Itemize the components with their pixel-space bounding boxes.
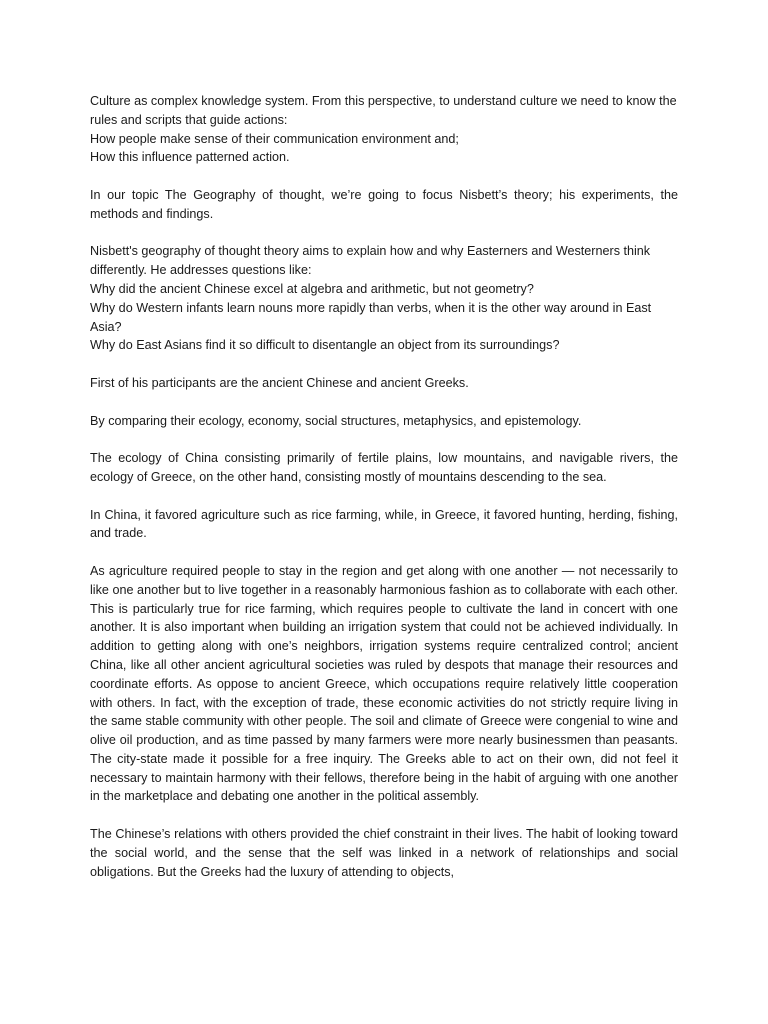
- list-item: How people make sense of their communication environment and;: [90, 131, 459, 146]
- paragraph-social-relations: The Chinese’s relations with others provided the chief constraint in their lives. The habit of looking toward the social world, and the sense that the self was linked in a network of relationships and social obligations. But the Greeks had the luxury of attending to objects,: [90, 827, 678, 879]
- document-page: [90, 92, 678, 900]
- list-item: Why did the ancient Chinese excel at algebra and arithmetic, but not geometry?: [90, 281, 534, 296]
- paragraph-intro: Nisbett's geography of thought theory aims to explain how and why Easterners and Westerners think differently. He addresses questions like:: [90, 244, 651, 278]
- paragraph-intro: Culture as complex knowledge system. From this perspective, to understand culture we need to know the rules and scripts that guide actions:: [90, 94, 677, 127]
- paragraph-cooperation: As agriculture required people to stay in the region and get along with one another — not necessarily to like one another but to live together in a reasonably harmonious fashion as to collaborate with each other. This is particularly true for rice farming, which requires people to cultivate the land in concert with one another. It is also important when building an irrigation system that could not be achieved individually. In addition to getting along with one’s neighbors, irrigation systems require centralized control; ancient China, like all other ancient agricultural societies was ruled by despots that manage their resources and coordinate efforts. As oppose to ancient Greece, which occupations require relatively little cooperation with others. In fact, with the exception of trade, these economic activities do not strictly require living in the same stable community with other people. The soil and climate of Greece were congenial to wine and olive oil production, and as time passed by many farmers were more nearly businessmen than peasants. The city-state made it possible for a free inquiry. The Greeks able to act on their own, did not feel it necessary to maintain harmony with their fellows, therefore being in the habit of arguing with one another in the marketplace and debating one another in the political assembly.: [90, 563, 678, 804]
- paragraph-comparison: By comparing their ecology, economy, social structures, metaphysics, and epistemology.: [90, 413, 582, 428]
- paragraph-culture: [90, 92, 678, 167]
- list-item: Why do East Asians find it so difficult to disentangle an object from its surroundings?: [90, 338, 560, 353]
- paragraph-participants: First of his participants are the ancient Chinese and ancient Greeks.: [90, 375, 469, 390]
- paragraph-agriculture: In China, it favored agriculture such as rice farming, while, in Greece, it favored hunting, herding, fishing, and trade.: [90, 507, 678, 541]
- paragraph-geography-topic: In our topic The Geography of thought, we’re going to focus Nisbett’s theory; his experiments, the methods and findings.: [90, 187, 678, 221]
- list-item: Why do Western infants learn nouns more rapidly than verbs, when it is the other way around in East Asia?: [90, 300, 652, 334]
- list-item: How this influence patterned action.: [90, 150, 290, 165]
- paragraph-nisbett-questions: [90, 242, 678, 355]
- paragraph-ecology: The ecology of China consisting primarily of fertile plains, low mountains, and navigable rivers, the ecology of Greece, on the other hand, consisting mostly of mountains descending to the sea.: [90, 451, 678, 484]
